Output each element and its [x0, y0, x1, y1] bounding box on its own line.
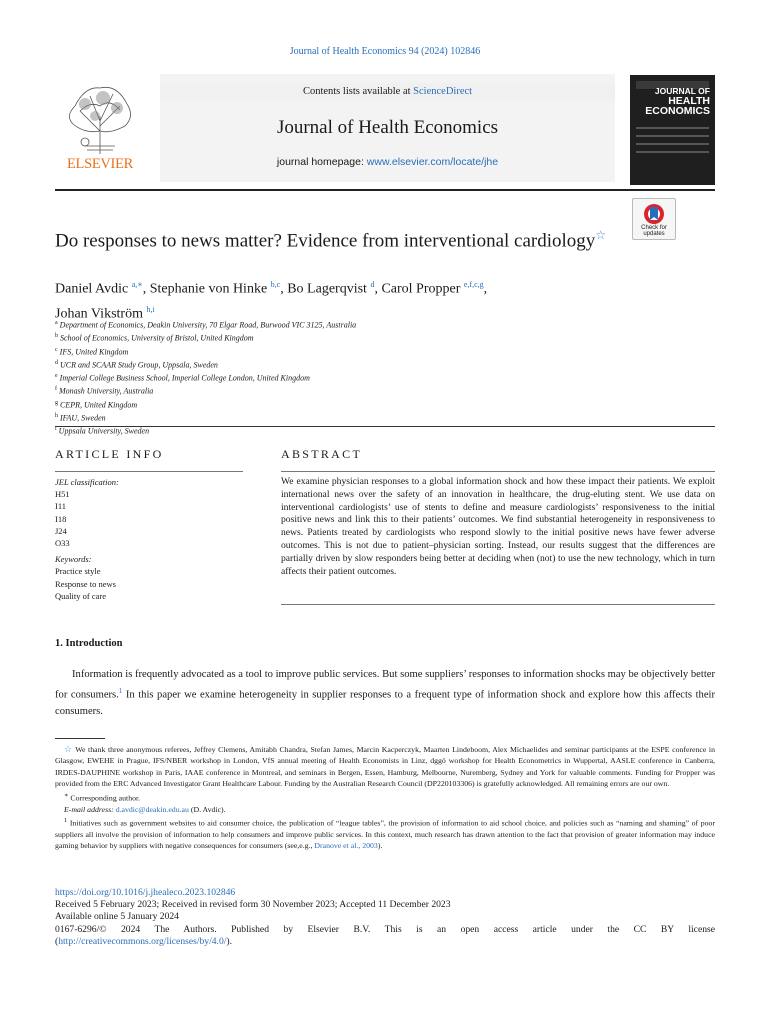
affiliation-item [55, 411, 715, 424]
article-title [55, 223, 615, 253]
cover-rule [636, 143, 709, 145]
jel-code: J24 [55, 525, 67, 536]
affiliation-key: e [55, 373, 58, 379]
email-footnote [55, 804, 715, 815]
footnote-marker[interactable]: 1 [118, 687, 123, 695]
affiliation-key: b [55, 333, 58, 340]
elsevier-wordmark: ELSEVIER [66, 156, 134, 172]
affiliation-item [55, 318, 715, 331]
license-url-line [55, 936, 715, 948]
elsevier-logo [55, 76, 145, 176]
affiliation-text: CEPR, United Kingdom [60, 400, 138, 410]
footnote-1 [55, 815, 715, 852]
publication-info [55, 887, 715, 948]
affiliation-key: i [55, 426, 57, 432]
keywords-label: Keywords: [55, 554, 92, 565]
online-date: Available online 5 January 2024 [55, 911, 179, 923]
affiliation-key: h [55, 412, 58, 419]
license-link[interactable]: http://creativecommons.org/licenses/by/4.0/ [58, 935, 227, 947]
affiliation-item [55, 345, 715, 358]
asterisk-icon: ∗ [64, 791, 69, 799]
journal-homepage [160, 156, 615, 168]
affiliation-item [55, 398, 715, 411]
paren-close: ). [226, 935, 233, 947]
affiliation-text: UCR and SCAAR Study Group, Uppsala, Sweden [60, 360, 218, 370]
jel-code: O33 [55, 538, 70, 549]
author-affiliation-mark[interactable]: e,f,c,g [463, 280, 484, 289]
affiliation-key: d [55, 359, 58, 366]
email-link[interactable]: d.avdic@deakin.edu.au [115, 804, 189, 814]
contents-prefix: Contents lists available at [302, 86, 414, 97]
journal-citation[interactable] [0, 46, 770, 57]
abstract-heading: ABSTRACT [281, 447, 363, 461]
author-affiliation-mark[interactable]: h,i [146, 304, 155, 314]
author-list: Daniel Avdic $^{a,∗}$, Stephanie von Hinke $^{b,c}$, Bo Lagerqvist $^d$, Carol Propper $^{e,f,c,g}$, Johan Vikström $^{h,i}$ [55, 280, 488, 322]
affiliation-text: School of Economics, University of Bristol, United Kingdom [60, 333, 254, 343]
affiliation-item [55, 384, 715, 397]
email-suffix: (D. Avdic). [188, 804, 226, 814]
cover-line: ECONOMICS [645, 105, 710, 117]
star-icon: ☆ [64, 744, 73, 754]
homepage-link[interactable]: www.elsevier.com/locate/jhe [366, 156, 499, 168]
corresponding-footnote [55, 790, 715, 804]
affiliation-key: f [55, 386, 57, 393]
author[interactable]: Bo Lagerqvist [287, 281, 367, 297]
journal-title: Journal of Health Economics [276, 117, 499, 138]
abstract-rule [281, 471, 715, 472]
footnote-number: 1 [64, 817, 68, 825]
affiliation-text: Uppsala University, Sweden [58, 426, 150, 436]
cover-line: HEALTH [668, 94, 710, 107]
abstract-bottom-rule [281, 604, 715, 605]
affiliation-key: c [55, 346, 58, 353]
jel-code: H51 [55, 489, 70, 500]
cover-rule [636, 151, 709, 153]
affiliation-item [55, 331, 715, 344]
author[interactable]: Stephanie von Hinke [149, 281, 268, 297]
homepage-prefix: journal homepage: [276, 156, 367, 168]
footnote-1-suffix: ). [377, 841, 383, 851]
author-affiliation-mark[interactable]: d [370, 280, 375, 289]
introduction-paragraph [55, 667, 715, 720]
sciencedirect-link[interactable]: ScienceDirect [413, 86, 473, 97]
intro-text: Information is frequently advocated as a tool to improve public services. But some suppliers’ responses to information shocks may be objectively better for consumers. [55, 669, 715, 701]
contents-line [160, 83, 615, 101]
paren-open: ( [55, 935, 59, 947]
affiliation-text: IFS, United Kingdom [59, 347, 129, 357]
check-for-updates-button[interactable] [632, 198, 676, 240]
keyword: Quality of care [55, 590, 106, 601]
keyword: Practice style [55, 566, 101, 577]
abstract-text: We examine physician responses to a global information shock and how these impact their patients. We exploit international news over the safety of an innovation in healthcare, the drug-eluting stent. We use data on interventional cardiologists’ use of stents to define and measure cardiologists’ responsiveness to the initial positive news and link this to their patients’ outcomes. We find substantial heterogeneity in responsiveness to news. Patients treated by cardiologists who respond slowly to the initial positive news have fewer adverse outcomes. This is not due to patient–physician sorting. Instead, our results suggest that the differences are partially driven by slow responders being better at deciding when (not) to use the new technology, which in turn affects their patient outcomes. [281, 476, 715, 577]
received-dates: Received 5 February 2023; Received in revised form 30 November 2023; Accepted 11 December 2023 [55, 899, 451, 911]
affiliation-text: Department of Economics, Deakin University, 70 Elgar Road, Burwood VIC 3125, Australia [59, 320, 357, 330]
corresponding-text: Corresponding author. [70, 793, 141, 803]
keyword: Response to news [55, 578, 116, 589]
cover-title [645, 87, 710, 117]
affiliation-text: IFAU, Sweden [60, 413, 106, 423]
star-footnote-icon[interactable]: ☆ [595, 228, 607, 242]
article-info-heading: ARTICLE INFO [55, 447, 164, 461]
section-divider [55, 426, 715, 427]
author-affiliation-mark[interactable]: b,c [270, 280, 281, 289]
citation-link[interactable]: Journal of Health Economics 94 (2024) 102846 [289, 46, 481, 57]
footnotes [55, 744, 715, 852]
cover-rule [636, 135, 709, 137]
acknowledgement-text: We thank three anonymous referees, Jeffrey Clemens, Amitabh Chandra, Stefan James, Marcin Kacperczyk, Maarten Lindeboom, Alex Michaelides and seminar participants at the ESPE conference in Glasgow, EWEHE in Prague, IFS/NBER workshop in London, VfS annual meeting of Health Economists in Linz, dggö workshop for Health Econometrics in Wuppertal, AASLE conference in Canberra, IRDES-DAUPHINE workshop in Paris, IAAE conference in Montreal, and seminars in Bergen, Essen, Hamburg, Melbourne, Nuremberg, Sydney and York for valuable comments. Funding for Propper was provided from the ERC Advanced Investigator Grant Healthcare Labour. Funding by the Australian Research Council (DP220103306) is gratefully acknowledged. All remaining errors are our own. [55, 745, 715, 789]
jel-code: I11 [55, 501, 67, 512]
doi-link[interactable]: https://doi.org/10.1016/j.jhealeco.2023.102846 [55, 887, 236, 898]
cover-rule [636, 127, 709, 129]
affiliation-list [55, 318, 715, 437]
title-text: Do responses to news matter? Evidence from interventional cardiology [55, 230, 596, 252]
affiliation-text: Monash University, Australia [59, 386, 154, 396]
article-info-list [55, 476, 243, 602]
article-info-rule [55, 471, 243, 472]
affiliation-key: a [55, 320, 58, 326]
jel-label: JEL classification: [55, 477, 119, 487]
acknowledgement-footnote [55, 744, 715, 790]
affiliation-item [55, 371, 715, 384]
header-divider [55, 189, 715, 191]
affiliation-item [55, 358, 715, 371]
affiliation-key: g [55, 399, 58, 406]
license-line: 0167-6296/© 2024 The Authors. Published by Elsevier B.V. This is an open access article under the CC BY license [55, 923, 715, 935]
section-heading-introduction: 1. Introduction [55, 638, 123, 649]
reference-link[interactable]: Dranove et al., 2003 [314, 841, 378, 851]
affiliation-text: Imperial College Business School, Imperial College London, United Kingdom [59, 373, 310, 383]
footnote-1-text: Initiatives such as government websites to aid consumer choice, the publication of “league tables”, the provision of information to aid school choice, and policies such as “naming and shaming” of poor suppliers all involve the provision of information to help consumers and improve public services. In this context, much research has drawn attention to the fact that provision of greater information may induce gaming behavior by suppliers with negative consequences for consumers (see,e.g., [55, 818, 715, 851]
check-badge-label: Check for updates [641, 225, 667, 237]
author-affiliation-mark[interactable]: a,∗ [131, 280, 143, 289]
author[interactable]: Johan Vikström [55, 306, 143, 322]
journal-cover [630, 75, 715, 185]
jel-code: I18 [55, 513, 67, 524]
author[interactable]: Carol Propper [381, 281, 461, 297]
author[interactable]: Daniel Avdic [55, 281, 129, 297]
intro-text: In this paper we examine heterogeneity in supplier responses to a frequent type of information shock and explore how this affects their consumers. [55, 689, 715, 717]
footnote-rule [55, 738, 105, 739]
email-label: E-mail address: [64, 804, 116, 814]
cover-line: JOURNAL OF [654, 86, 710, 96]
